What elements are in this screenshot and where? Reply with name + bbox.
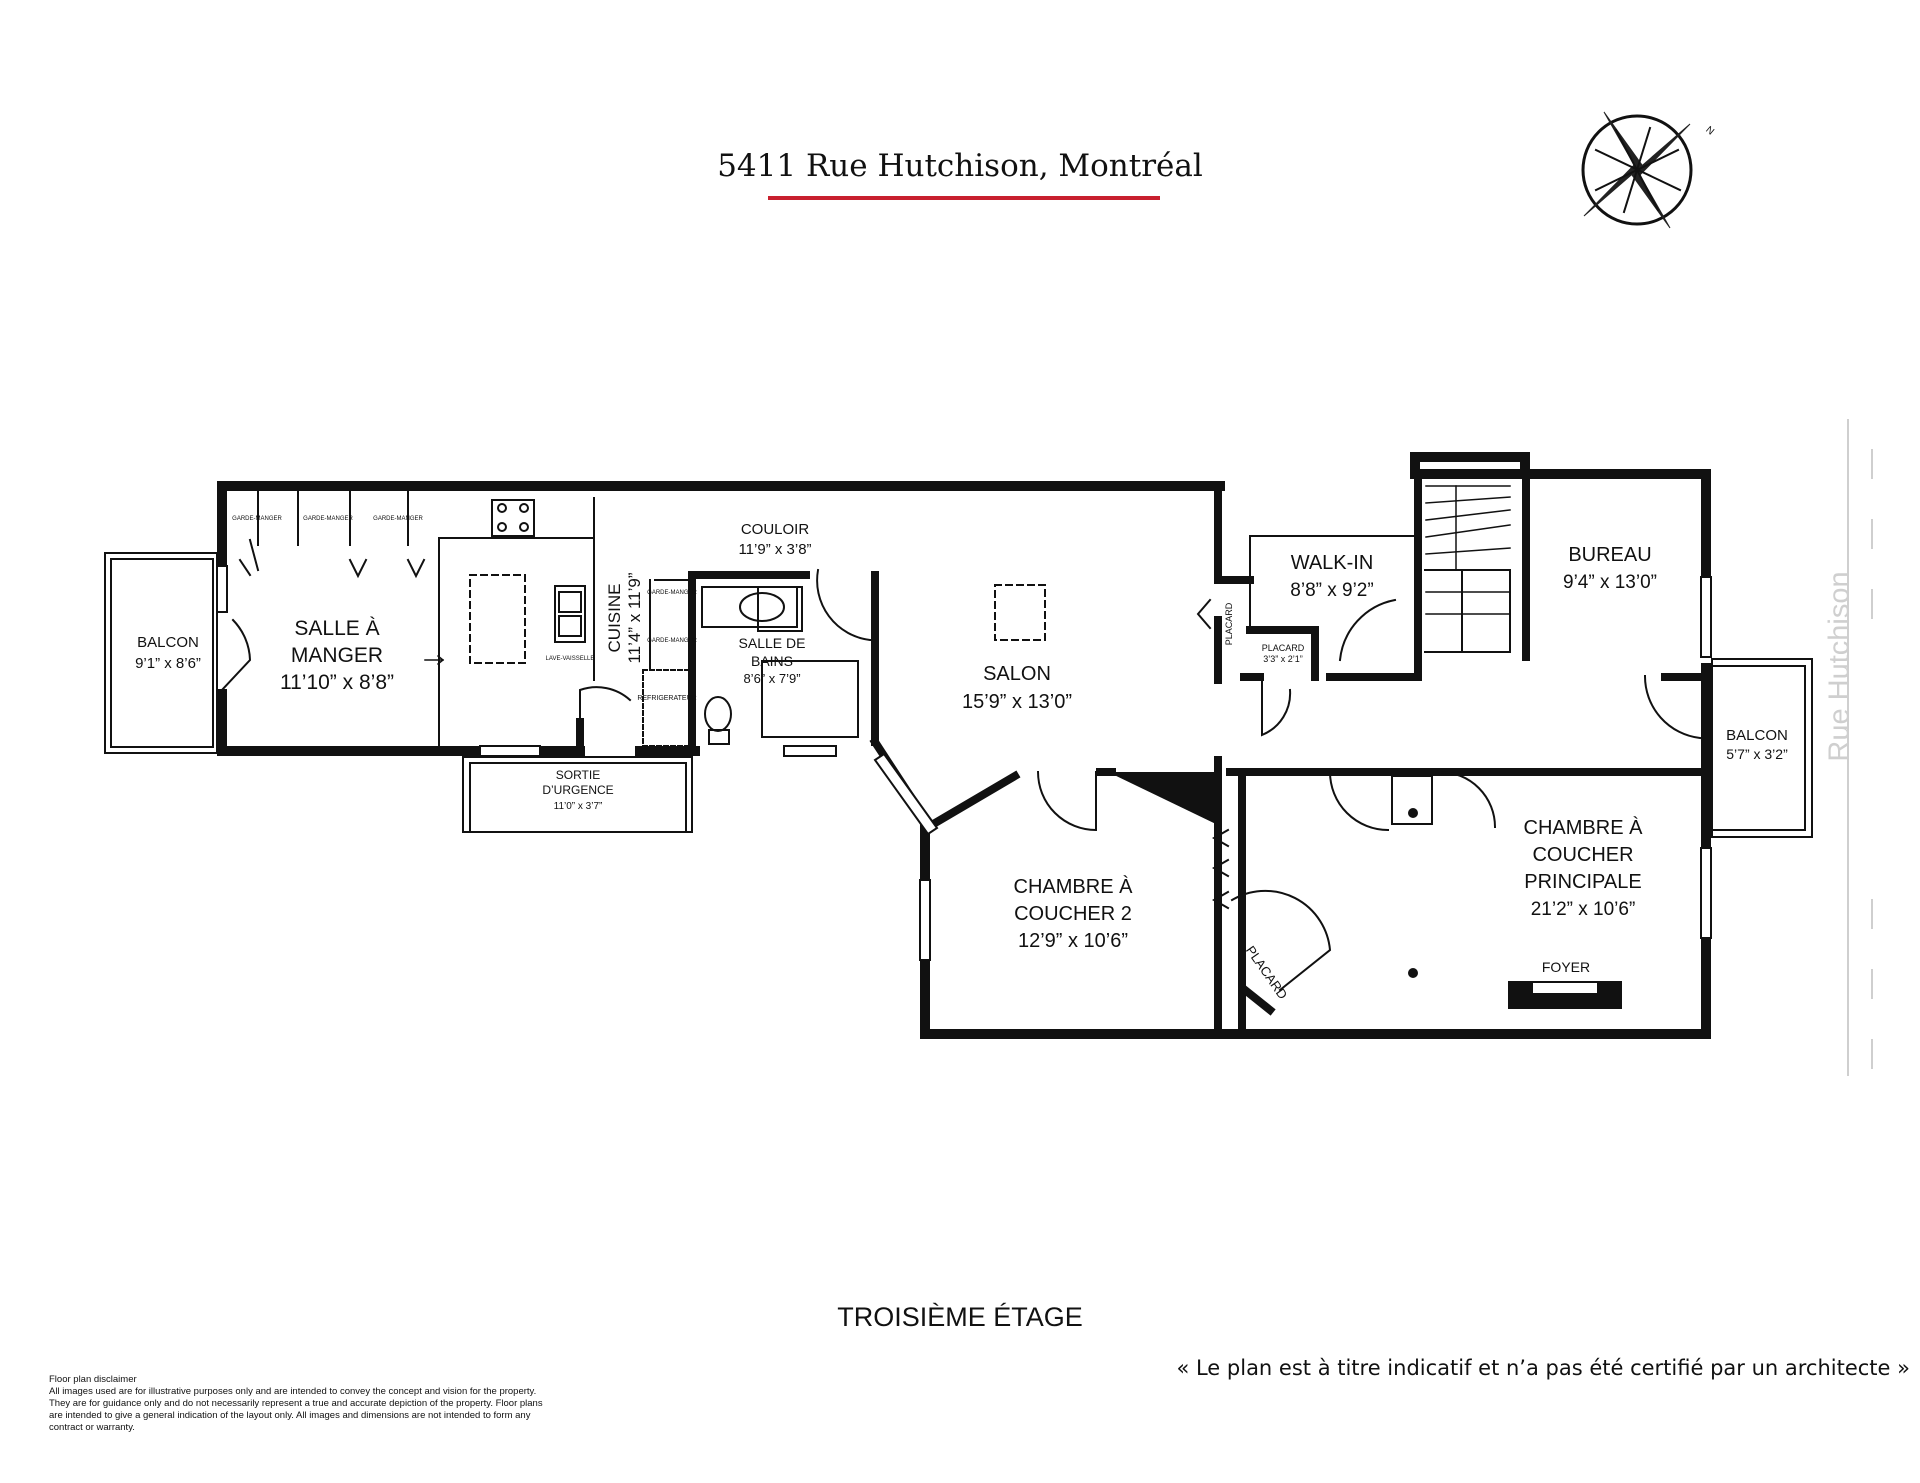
salon-name: SALON — [983, 663, 1051, 685]
wall-chase — [1108, 772, 1220, 826]
refrigerateur-label: REFRIGERATEUR — [637, 695, 697, 702]
refrigerator-icon — [643, 670, 691, 746]
balcon-east-name: BALCON — [1726, 727, 1788, 744]
disclaimer-title: Floor plan disclaimer — [49, 1374, 137, 1385]
garde-manger-label: GARDE-MANGER — [647, 590, 697, 596]
garde-manger-label: GARDE-MANGER — [303, 516, 353, 522]
staircase — [1426, 486, 1510, 614]
walk-in-name: WALK-IN — [1290, 552, 1374, 574]
placard-small-dims: 3’3” x 2’1” — [1263, 654, 1303, 664]
kitchen-island-icon — [470, 575, 525, 663]
placard-small-name: PLACARD — [1261, 643, 1305, 653]
salle-a-manger-dims: 11’10” x 8’8” — [279, 671, 395, 694]
ceiling-fixture-icon — [995, 585, 1045, 640]
outlet-icon — [1408, 968, 1418, 978]
foyer-label: FOYER — [1541, 959, 1591, 975]
salle-de-bains-name-2: BAINS — [750, 653, 794, 669]
couloir-dims: 11’9” x 3’8” — [738, 541, 812, 558]
fireplace-opening — [1533, 983, 1597, 993]
bureau-dims: 9’4” x 13’0” — [1563, 572, 1657, 593]
sortie-urgence-name-1: SORTIE — [555, 768, 601, 782]
chambre-2-name-1: CHAMBRE À — [1013, 876, 1133, 898]
property-address: 5411 Rue Hutchison, Montréal — [717, 148, 1203, 184]
walk-in-dims: 8’8” x 9’2” — [1290, 580, 1374, 601]
placard-vertical-label: PLACARD — [1224, 602, 1234, 646]
garde-manger-label: GARDE-MANGER — [373, 516, 423, 522]
placard-diagonal-label: PLACARD — [1242, 942, 1291, 1002]
salle-a-manger-name-1: SALLE À — [294, 617, 380, 640]
interior-walls — [580, 474, 1706, 1034]
lave-vaisselle-label: LAVE-VAISSELLE — [545, 656, 595, 662]
street-name: Rue Hutchison — [1823, 571, 1856, 762]
compass-north-label: N — [1703, 124, 1716, 138]
chambre-principale-name-2: COUCHER — [1532, 844, 1634, 866]
compass-rose-icon — [1583, 112, 1691, 228]
disclaimer-text: All images used are for illustrative purposes only and are intended to convey the concept and vision for the property. They are for guidance only and do not necessarily represent a true and accurate depiction of the property. Floor plans are intended to give a general indication of the layout only. All images and dimensions are not intended to form any contract or warranty. — [49, 1386, 543, 1433]
architect-note: « Le plan est à titre indicatif et n’a pas été certifié par un architecte » — [1176, 1356, 1910, 1380]
toilet-icon — [705, 697, 731, 731]
chambre-2-dims: 12’9” x 10’6” — [1017, 930, 1129, 952]
balcon-west-name: BALCON — [137, 634, 199, 651]
chambre-principale-name-1: CHAMBRE À — [1523, 817, 1643, 839]
floor-label: TROISIÈME ÉTAGE — [837, 1302, 1083, 1332]
garde-manger-label: GARDE-MANGER — [647, 638, 697, 644]
salon-dims: 15’9” x 13’0” — [961, 691, 1073, 713]
room-labels — [135, 125, 1788, 1002]
sortie-urgence-dims: 11’0” x 3’7” — [553, 801, 603, 812]
garde-manger-label: GARDE-MANGER — [232, 516, 282, 522]
exterior-walls — [222, 457, 1706, 1034]
balcon-west-dims: 9’1” x 8’6” — [135, 655, 201, 672]
sortie-urgence-name-2: D’URGENCE — [542, 783, 614, 797]
vanity-icon — [702, 587, 797, 627]
balconies — [105, 553, 1812, 837]
balcon-east-dims: 5’7” x 3’2” — [1726, 746, 1788, 762]
outlet-icon — [1408, 808, 1418, 818]
disclaimer — [49, 1374, 549, 1434]
salle-a-manger-name-2: MANGER — [290, 644, 384, 667]
cuisine-name: CUISINE — [605, 583, 624, 653]
chambre-principale-dims: 21’2” x 10’6” — [1530, 899, 1636, 920]
doors — [222, 540, 1700, 990]
salle-de-bains-dims: 8’6” x 7’9” — [743, 671, 801, 686]
basin-icon — [740, 593, 784, 621]
salle-de-bains-name-1: SALLE DE — [738, 635, 806, 651]
couloir-name: COULOIR — [740, 521, 810, 538]
cuisine-dims: 11’4” x 11’9” — [625, 572, 644, 664]
bureau-name: BUREAU — [1568, 544, 1652, 566]
chambre-principale-name-3: PRINCIPALE — [1524, 871, 1642, 893]
windows — [217, 566, 1711, 960]
chambre-2-name-2: COUCHER 2 — [1014, 903, 1132, 925]
